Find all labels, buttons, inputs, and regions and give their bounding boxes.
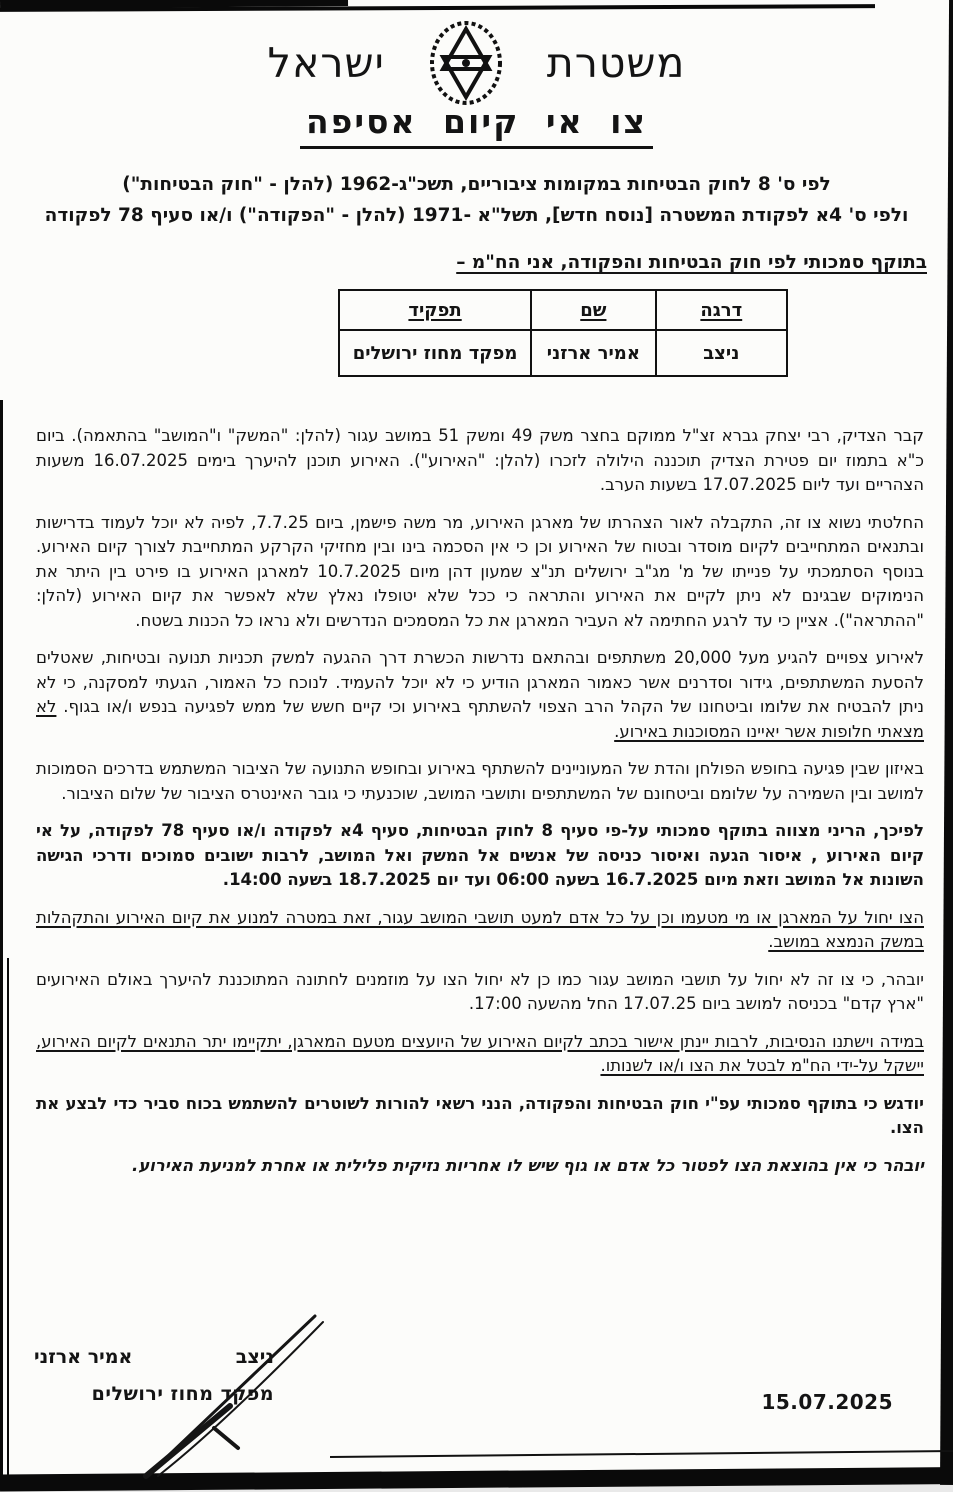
scan-edge-bottom-thin xyxy=(330,1450,953,1458)
paragraph-liability: יובהר כי אין בהוצאת הצו לפטור כל אדם או גוף שיש לו אחריות נזיקית פלילית או אחרת למניעת האירוע. xyxy=(131,1155,924,1175)
order-title: צו אי קיום אסיפה xyxy=(300,102,653,149)
signer-rank: ניצב xyxy=(235,1346,274,1368)
paragraph-decision-basis: החלטתי נשוא צו זה, התקבלה לאור הצהרתו של מארגן האירוע, מר משה פישמן, ביום 7.7.25, לפיה לא יוכל לעמוד בדרישות ובתנאים המתחייבים לקיום מוסדר ובטוח של האירוע וכן כי אין הסכמה בינו ובין מחזיקי הקרקע המתחייבת לצורך קיום האירוע. בנוסף הסתמכתי על פנייתו של מ' מג"ב ירושלים תנ"צ שמעון דהן מיום 10.7.2025 למארגן האירוע בו פירט בין היתר את הנימוקים שבגינם לא ניתן לקיים את האירוע והתראה כי ככל שלא יטופלו נאלץ שלא לאפשר את קיום האירוע (להלן: "ההתראה"). אציין כי עד לרגע החתימה לא העביר המארגן את כל המסמכים הנדרשים ולא נראו כל הכנות בשטח. xyxy=(36,512,924,630)
risk-assessment-text: לאירוע צפויים להגיע מעל 20,000 משתתפים ובהתאם נדרשות הכשרת דרך ההגעה למשק תכניות תנועה ובטיחות, שאטלים להסעת המשתתפים, גידור וסדרנים אשר כאמור המארגן הודיע כי לא יוכל להעמיד. לנוכח כל האמור, הגעתי למסקנה, כי לא ניתן להבטיח את שלומו וביטחונו של הקהל הרב הצפוי להשתתף באירוע וכי קיים חשש של ממש לפגיעה בנפש ו/או בגוף. xyxy=(36,648,924,716)
org-name-right: משטרת xyxy=(546,39,686,87)
paragraph-scope: הצו יחול על המארגן או מי מטעמו וכן על כל אדם למעט תושבי המושב עגור, זאת במטרה למנוע את קיום האירוע והתקהלות במשק הנמצא במושב. xyxy=(36,907,924,951)
col-header-name: שם xyxy=(531,290,655,330)
signer-role: מפקד מחוז ירושלים xyxy=(91,1383,274,1405)
legal-references xyxy=(0,169,953,231)
legal-ref-line2: ולפי ס' 4א לפקודת המשטרה [נוסח חדש], תשל"א -1971 (להלן - "הפקודה") ו/או סעיף 78 לפקודה xyxy=(44,205,909,226)
handwritten-signature-icon xyxy=(118,1308,343,1479)
order-body xyxy=(36,424,924,1191)
paragraph-risk-assessment xyxy=(36,646,924,744)
paragraph-background: קבר הצדיק, רבי יצחק גברא זצ"ל ממוקם בחצר משק 49 ומשק 51 במושב עגור (להלן: "המשק" ו"המושב" בהתאמה). ביום כ"א בתמוז יום פטירת הצדיק תוכננה הילולה לזכרו (להלן: "האירוע"). האירוע תוכנן להיערך בימים 16.07.2025 משעות הצהריים ועד ליום 17.07.2025 בשעות הערב. xyxy=(36,426,925,494)
signer-name: אמיר ארזני xyxy=(34,1346,133,1368)
no-alternatives-statement: לא מצאתי חלופות אשר יאיינו המסוכנות באירוע. xyxy=(36,697,924,741)
officer-table-header-row xyxy=(339,290,787,330)
letterhead xyxy=(0,16,953,110)
scan-edge-left xyxy=(0,400,3,1479)
israel-police-emblem-icon xyxy=(425,16,507,110)
paragraph-exemptions: יובהר, כי צו זה לא יחול על תושבי המושב עגור כמו כן לא יחול הצו על מוזמנים לחתונה המתוכננת להיערך באולם האירועים "ארץ קדם" בכניסה למושב ביום 17.07.25 החל מהשעה 17:00. xyxy=(36,969,924,1013)
col-header-role: תפקיד xyxy=(339,290,531,330)
scan-edge-left-inner xyxy=(7,958,9,1479)
col-header-rank: דרגה xyxy=(656,290,787,330)
authority-line: בתוקף סמכותי לפי חוק הבטיחות והפקודה, אני הח"מ – xyxy=(456,252,927,273)
officer-role: מפקד מחוז ירושלים xyxy=(339,330,531,376)
org-name-left: ישראל xyxy=(267,39,385,87)
paragraph-change-of-circumstances: במידה וישתנו הנסיבות, לרבות יינתן אישור בכתב לקיום האירוע של היועצים מטעם המארגן, יתקיימו יתר התנאים לקיום האירוע, יישקל על-ידי הח"מ לבטל את הצו ו/או לשנותו. xyxy=(36,1031,924,1075)
paragraph-order-operative: לפיכך, הריני מצווה בתוקף סמכותי על-פי סעיף 8 לחוק הבטיחות, סעיף 4א לפקודה ו/או סעיף 78 לפקודה, על אי קיום האירוע , איסור הגעה ואיסור כניסה של אנשים אל המשק ואל המושב, לרבות ישובים סמוכים ודרכי הגישה השונות אל המושב וזאת מיום 16.7.2025 בשעה 06:00 ועד יום 18.7.2025 בשעה 14:00. xyxy=(36,821,925,889)
paragraph-use-of-force: יודגש כי בתוקף סמכותי עפ"י חוק הבטיחות והפקודה, הנני רשאי להורות לשוטרים להשתמש בכוח סביר כדי לבצע את הצו. xyxy=(36,1093,924,1137)
title-row xyxy=(0,102,953,149)
legal-ref-line1: לפי ס' 8 לחוק הבטיחות במקומות ציבוריים, תשכ"ג-1962 (להלן - "חוק הבטיחות") xyxy=(122,174,831,195)
officer-rank: ניצב xyxy=(656,330,787,376)
officer-table-row xyxy=(339,330,787,376)
officer-table xyxy=(338,289,788,377)
officer-name: אמיר ארזני xyxy=(531,330,655,376)
paragraph-balancing: באיזון שבין פגיעה בחופש הפולחן והדת של המעוניינים להשתתף באירוע ובחופש התנועה של הציבור המשתמש בדרכים הסמוכות למושב ובין השמירה על שלומם וביטחונם של המשתתפים ותושבי המושב, שוכנעתי כי גובר האינטרס הציבור של שלום הציבור. xyxy=(36,759,924,803)
order-date: 15.07.2025 xyxy=(761,1390,893,1414)
